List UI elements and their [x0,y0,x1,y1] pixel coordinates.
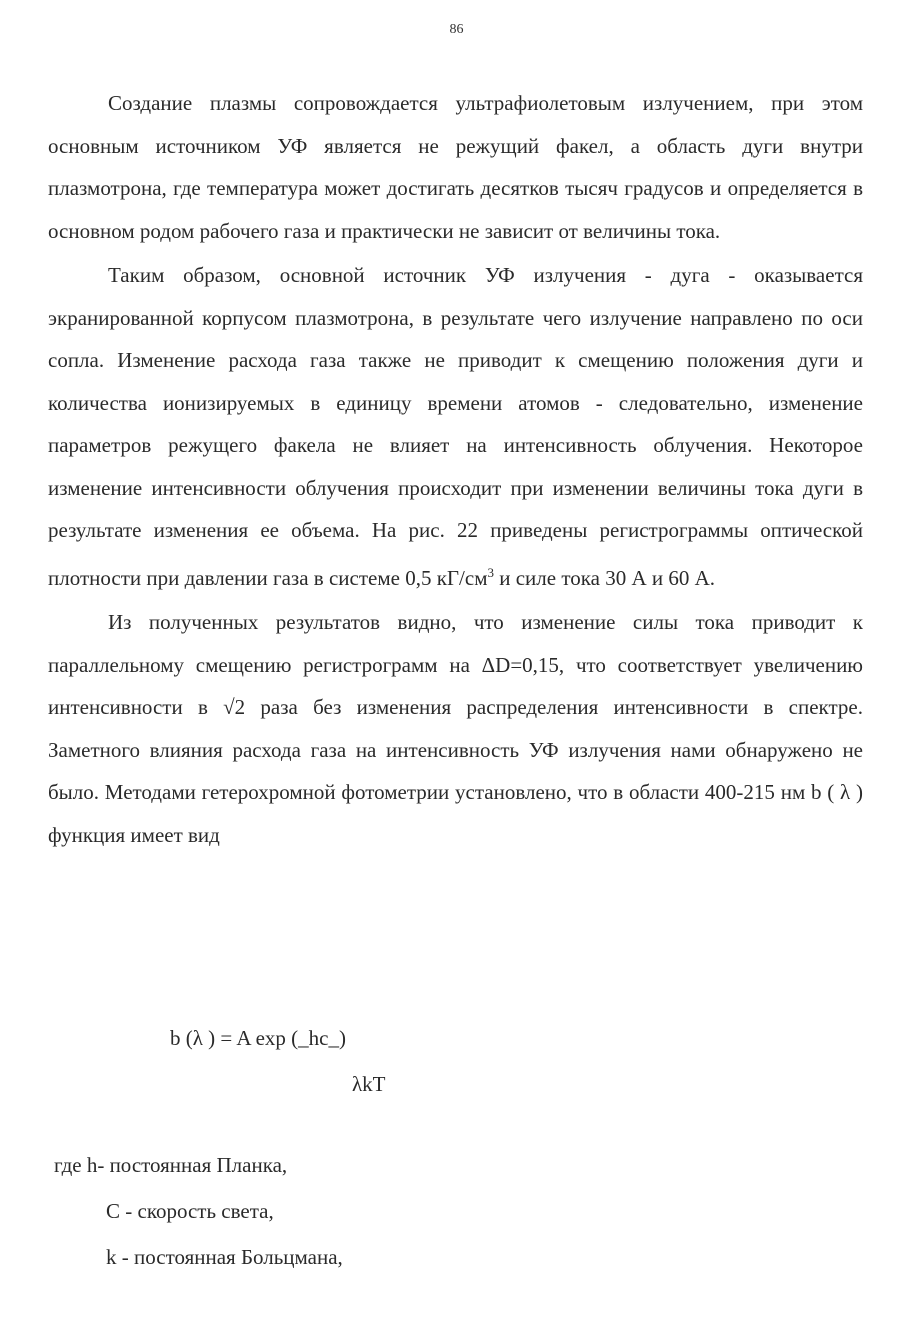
paragraph-2-text: Таким образом, основной источник УФ излучения - дуга - оказывается экранированной корпусом плазмотрона, в результате чего излучение направлено по оси сопла. Изменение расхода газа также не приводит к смещению положения дуги и количества ионизируемых в единицу времени атомов - следовательно, изменение параметров режущего факела не влияет на интенсивность облучения. Некоторое изменение интенсивности облучения происходит при изменении величины тока дуги в результате изменения ее объема. На рис. 22 приведены регистрограммы оптической плотности при давлении газа в системе 0,5 кГ/см [48,263,863,590]
body-text [48,82,863,856]
paragraph-2 [48,254,863,599]
paragraph-1: Создание плазмы сопровождается ультрафиолетовым излучением, при этом основным источником УФ является не режущий факел, а область дуги внутри плазмотрона, где температура может достигать десятков тысяч градусов и определяется в основном родом рабочего газа и практически не зависит от величины тока. [48,91,863,243]
definition-light-speed: С - скорость света, [106,1199,274,1223]
definition-planck: где h- постоянная Планка, [54,1153,288,1177]
formula [170,1024,386,1096]
page-number: 86 [449,22,464,37]
cube-superscript: 3 [487,564,494,580]
paragraph-3: Из полученных результатов видно, что изменение силы тока приводит к параллельному смещению регистрограмм на ΔD=0,15, что соответствует увеличению интенсивности в √2 раза без изменения распределения интенсивности в спектре. Заметного влияния расхода газа на интенсивность УФ излучения нами обнаружено не было. Методами гетерохромной фотометрии установлено, что в области 400-215 нм b ( λ ) функция имеет вид [48,610,863,847]
paragraph-2-tail: и силе тока 30 А и 60 А. [494,565,716,590]
definition-boltzmann: k - постоянная Больцмана, [106,1245,343,1269]
formula-denominator: λkT [352,1072,386,1096]
formula-main: b (λ ) = A exp (_hc_) [170,1026,346,1050]
